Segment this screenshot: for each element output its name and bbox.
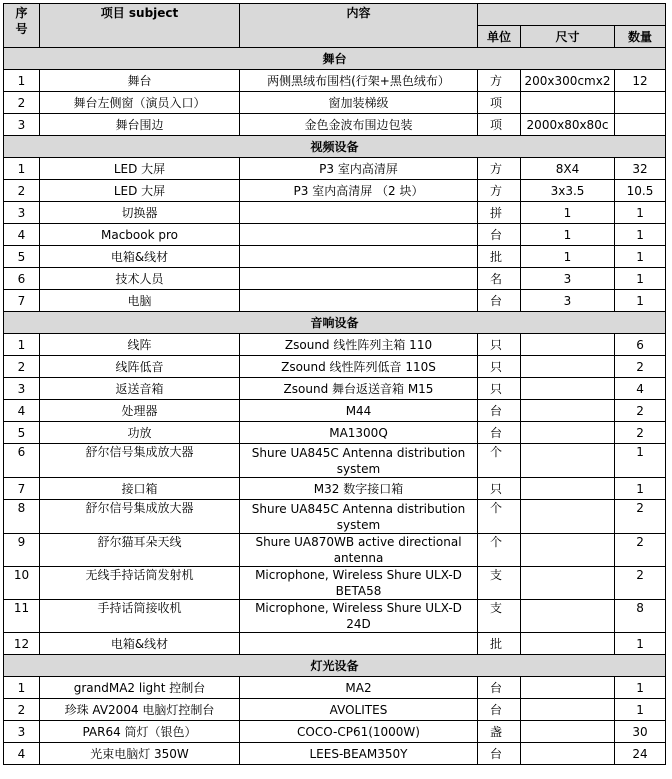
row-item: 珍珠 AV2004 电脑灯控制台 bbox=[40, 699, 240, 721]
row-unit: 台 bbox=[478, 422, 521, 444]
row-item: PAR64 筒灯（银色） bbox=[40, 721, 240, 743]
row-quantity bbox=[615, 114, 666, 136]
row-item: 手持话筒接收机 bbox=[40, 600, 240, 633]
row-content bbox=[240, 268, 478, 290]
row-number: 1 bbox=[4, 158, 40, 180]
row-item: 舒尔信号集成放大器 bbox=[40, 500, 240, 534]
row-item: 线阵 bbox=[40, 334, 240, 356]
row-size bbox=[521, 699, 615, 721]
row-unit: 支 bbox=[478, 600, 521, 633]
row-unit: 只 bbox=[478, 356, 521, 378]
row-quantity: 1 bbox=[615, 224, 666, 246]
table-row bbox=[4, 158, 666, 180]
row-content: Zsound 线性阵列低音 110S bbox=[240, 356, 478, 378]
row-size bbox=[521, 500, 615, 534]
row-content: Shure UA845C Antenna distribution system bbox=[240, 444, 478, 478]
section-row bbox=[4, 48, 666, 70]
row-size bbox=[521, 478, 615, 500]
row-item: grandMA2 light 控制台 bbox=[40, 677, 240, 699]
row-number: 3 bbox=[4, 378, 40, 400]
row-size bbox=[521, 334, 615, 356]
row-quantity: 2 bbox=[615, 400, 666, 422]
row-content bbox=[240, 224, 478, 246]
row-size bbox=[521, 600, 615, 633]
table-row bbox=[4, 600, 666, 633]
table-row bbox=[4, 114, 666, 136]
row-quantity bbox=[615, 92, 666, 114]
row-content: Zsound 线性阵列主箱 110 bbox=[240, 334, 478, 356]
row-content: LEES-BEAM350Y bbox=[240, 743, 478, 765]
row-content: Shure UA845C Antenna distribution system bbox=[240, 500, 478, 534]
table-row bbox=[4, 268, 666, 290]
row-item: 电脑 bbox=[40, 290, 240, 312]
table-row bbox=[4, 500, 666, 534]
row-item: 光束电脑灯 350W bbox=[40, 743, 240, 765]
header-row-top bbox=[4, 4, 666, 26]
row-content: Microphone, Wireless Shure ULX-D BETA58 bbox=[240, 567, 478, 600]
row-quantity: 1 bbox=[615, 478, 666, 500]
table-row bbox=[4, 378, 666, 400]
row-content: P3 室内高清屏 （2 块） bbox=[240, 180, 478, 202]
row-number: 6 bbox=[4, 268, 40, 290]
row-unit: 台 bbox=[478, 224, 521, 246]
row-item: LED 大屏 bbox=[40, 158, 240, 180]
row-quantity: 24 bbox=[615, 743, 666, 765]
row-size bbox=[521, 378, 615, 400]
row-unit: 支 bbox=[478, 567, 521, 600]
row-unit: 台 bbox=[478, 677, 521, 699]
row-item: 舞台 bbox=[40, 70, 240, 92]
row-size bbox=[521, 534, 615, 567]
row-size bbox=[521, 356, 615, 378]
header-qty: 数量 bbox=[615, 26, 666, 48]
row-size: 3 bbox=[521, 290, 615, 312]
table-row bbox=[4, 92, 666, 114]
row-unit: 批 bbox=[478, 633, 521, 655]
row-content bbox=[240, 290, 478, 312]
table-row bbox=[4, 633, 666, 655]
row-number: 2 bbox=[4, 699, 40, 721]
row-size: 3x3.5 bbox=[521, 180, 615, 202]
row-item: 线阵低音 bbox=[40, 356, 240, 378]
table-row bbox=[4, 400, 666, 422]
table-row bbox=[4, 334, 666, 356]
row-number: 2 bbox=[4, 356, 40, 378]
row-number: 3 bbox=[4, 202, 40, 224]
row-size: 2000x80x80c bbox=[521, 114, 615, 136]
row-item: 技术人员 bbox=[40, 268, 240, 290]
row-size bbox=[521, 677, 615, 699]
section-title: 视频设备 bbox=[4, 136, 666, 158]
section-title: 灯光设备 bbox=[4, 655, 666, 677]
table-row bbox=[4, 743, 666, 765]
row-number: 3 bbox=[4, 721, 40, 743]
row-unit: 只 bbox=[478, 334, 521, 356]
row-quantity: 1 bbox=[615, 444, 666, 478]
row-content bbox=[240, 202, 478, 224]
table-row bbox=[4, 290, 666, 312]
row-content: M32 数字接口箱 bbox=[240, 478, 478, 500]
row-unit: 方 bbox=[478, 180, 521, 202]
row-content: Microphone, Wireless Shure ULX-D 24D bbox=[240, 600, 478, 633]
table-row bbox=[4, 202, 666, 224]
section-title: 舞台 bbox=[4, 48, 666, 70]
row-number: 7 bbox=[4, 478, 40, 500]
row-quantity: 32 bbox=[615, 158, 666, 180]
row-content: Shure UA870WB active directional antenna bbox=[240, 534, 478, 567]
row-number: 4 bbox=[4, 224, 40, 246]
row-unit: 个 bbox=[478, 444, 521, 478]
header-size: 尺寸 bbox=[521, 26, 615, 48]
row-size: 200x300cmx2 bbox=[521, 70, 615, 92]
table-row bbox=[4, 567, 666, 600]
table-row bbox=[4, 224, 666, 246]
row-quantity: 2 bbox=[615, 422, 666, 444]
row-unit: 只 bbox=[478, 478, 521, 500]
row-number: 3 bbox=[4, 114, 40, 136]
equipment-table bbox=[3, 3, 666, 765]
row-number: 1 bbox=[4, 70, 40, 92]
row-quantity: 6 bbox=[615, 334, 666, 356]
row-number: 5 bbox=[4, 422, 40, 444]
row-quantity: 8 bbox=[615, 600, 666, 633]
row-size bbox=[521, 567, 615, 600]
row-content: MA2 bbox=[240, 677, 478, 699]
row-unit: 项 bbox=[478, 92, 521, 114]
row-unit: 批 bbox=[478, 246, 521, 268]
section-row bbox=[4, 312, 666, 334]
row-content bbox=[240, 246, 478, 268]
row-number: 10 bbox=[4, 567, 40, 600]
row-unit: 方 bbox=[478, 70, 521, 92]
row-item: LED 大屏 bbox=[40, 180, 240, 202]
row-size bbox=[521, 92, 615, 114]
row-size bbox=[521, 633, 615, 655]
row-item: 功放 bbox=[40, 422, 240, 444]
row-number: 9 bbox=[4, 534, 40, 567]
row-item: 舞台左侧窗（演员入口） bbox=[40, 92, 240, 114]
row-unit: 个 bbox=[478, 500, 521, 534]
row-item: 接口箱 bbox=[40, 478, 240, 500]
row-number: 11 bbox=[4, 600, 40, 633]
header-blank bbox=[478, 4, 666, 26]
row-item: 处理器 bbox=[40, 400, 240, 422]
row-content: M44 bbox=[240, 400, 478, 422]
row-item: Macbook pro bbox=[40, 224, 240, 246]
table-row bbox=[4, 699, 666, 721]
section-row bbox=[4, 136, 666, 158]
row-content: 两侧黑绒布围档(行架+黑色绒布） bbox=[240, 70, 478, 92]
row-size: 1 bbox=[521, 246, 615, 268]
row-size: 1 bbox=[521, 202, 615, 224]
row-item: 切换器 bbox=[40, 202, 240, 224]
row-content: 金色金波布围边包装 bbox=[240, 114, 478, 136]
header-content: 内容 bbox=[240, 4, 478, 48]
row-unit: 只 bbox=[478, 378, 521, 400]
row-content: 窗加装梯级 bbox=[240, 92, 478, 114]
table-row bbox=[4, 478, 666, 500]
table-row bbox=[4, 356, 666, 378]
row-quantity: 1 bbox=[615, 677, 666, 699]
row-content: AVOLITES bbox=[240, 699, 478, 721]
row-item: 返送音箱 bbox=[40, 378, 240, 400]
row-unit: 方 bbox=[478, 158, 521, 180]
row-item: 舒尔猫耳朵天线 bbox=[40, 534, 240, 567]
row-unit: 个 bbox=[478, 534, 521, 567]
row-item: 电箱&线材 bbox=[40, 246, 240, 268]
row-quantity: 30 bbox=[615, 721, 666, 743]
header-unit: 单位 bbox=[478, 26, 521, 48]
row-quantity: 2 bbox=[615, 500, 666, 534]
table-row bbox=[4, 70, 666, 92]
table-row bbox=[4, 677, 666, 699]
table-row bbox=[4, 444, 666, 478]
row-unit: 名 bbox=[478, 268, 521, 290]
table-row bbox=[4, 721, 666, 743]
row-quantity: 1 bbox=[615, 268, 666, 290]
row-size bbox=[521, 721, 615, 743]
row-number: 7 bbox=[4, 290, 40, 312]
row-item: 无线手持话筒发射机 bbox=[40, 567, 240, 600]
row-content: Zsound 舞台返送音箱 M15 bbox=[240, 378, 478, 400]
section-title: 音响设备 bbox=[4, 312, 666, 334]
row-item: 舞台围边 bbox=[40, 114, 240, 136]
row-unit: 台 bbox=[478, 400, 521, 422]
row-quantity: 2 bbox=[615, 356, 666, 378]
row-unit: 拼 bbox=[478, 202, 521, 224]
row-number: 1 bbox=[4, 334, 40, 356]
row-unit: 台 bbox=[478, 290, 521, 312]
row-unit: 台 bbox=[478, 699, 521, 721]
row-content: P3 室内高清屏 bbox=[240, 158, 478, 180]
row-number: 1 bbox=[4, 677, 40, 699]
row-unit: 台 bbox=[478, 743, 521, 765]
row-quantity: 2 bbox=[615, 534, 666, 567]
row-size: 1 bbox=[521, 224, 615, 246]
row-content: MA1300Q bbox=[240, 422, 478, 444]
row-content bbox=[240, 633, 478, 655]
row-quantity: 4 bbox=[615, 378, 666, 400]
row-quantity: 1 bbox=[615, 202, 666, 224]
row-number: 5 bbox=[4, 246, 40, 268]
row-number: 12 bbox=[4, 633, 40, 655]
section-row bbox=[4, 655, 666, 677]
equipment-table-container bbox=[3, 3, 666, 765]
header-subject: 项目 subject bbox=[40, 4, 240, 48]
table-row bbox=[4, 534, 666, 567]
row-quantity: 1 bbox=[615, 290, 666, 312]
table-row bbox=[4, 422, 666, 444]
header-seq: 序 号 bbox=[4, 4, 40, 48]
row-quantity: 1 bbox=[615, 699, 666, 721]
row-quantity: 1 bbox=[615, 246, 666, 268]
row-number: 2 bbox=[4, 180, 40, 202]
row-size bbox=[521, 422, 615, 444]
row-size bbox=[521, 444, 615, 478]
row-number: 2 bbox=[4, 92, 40, 114]
table-row bbox=[4, 246, 666, 268]
row-quantity: 12 bbox=[615, 70, 666, 92]
row-number: 8 bbox=[4, 500, 40, 534]
table-row bbox=[4, 180, 666, 202]
row-number: 4 bbox=[4, 400, 40, 422]
row-size: 8X4 bbox=[521, 158, 615, 180]
row-size: 3 bbox=[521, 268, 615, 290]
row-unit: 项 bbox=[478, 114, 521, 136]
row-size bbox=[521, 743, 615, 765]
row-number: 6 bbox=[4, 444, 40, 478]
row-quantity: 1 bbox=[615, 633, 666, 655]
row-number: 4 bbox=[4, 743, 40, 765]
row-item: 电箱&线材 bbox=[40, 633, 240, 655]
row-size bbox=[521, 400, 615, 422]
row-content: COCO-CP61(1000W) bbox=[240, 721, 478, 743]
row-item: 舒尔信号集成放大器 bbox=[40, 444, 240, 478]
row-unit: 盏 bbox=[478, 721, 521, 743]
row-quantity: 2 bbox=[615, 567, 666, 600]
row-quantity: 10.5 bbox=[615, 180, 666, 202]
